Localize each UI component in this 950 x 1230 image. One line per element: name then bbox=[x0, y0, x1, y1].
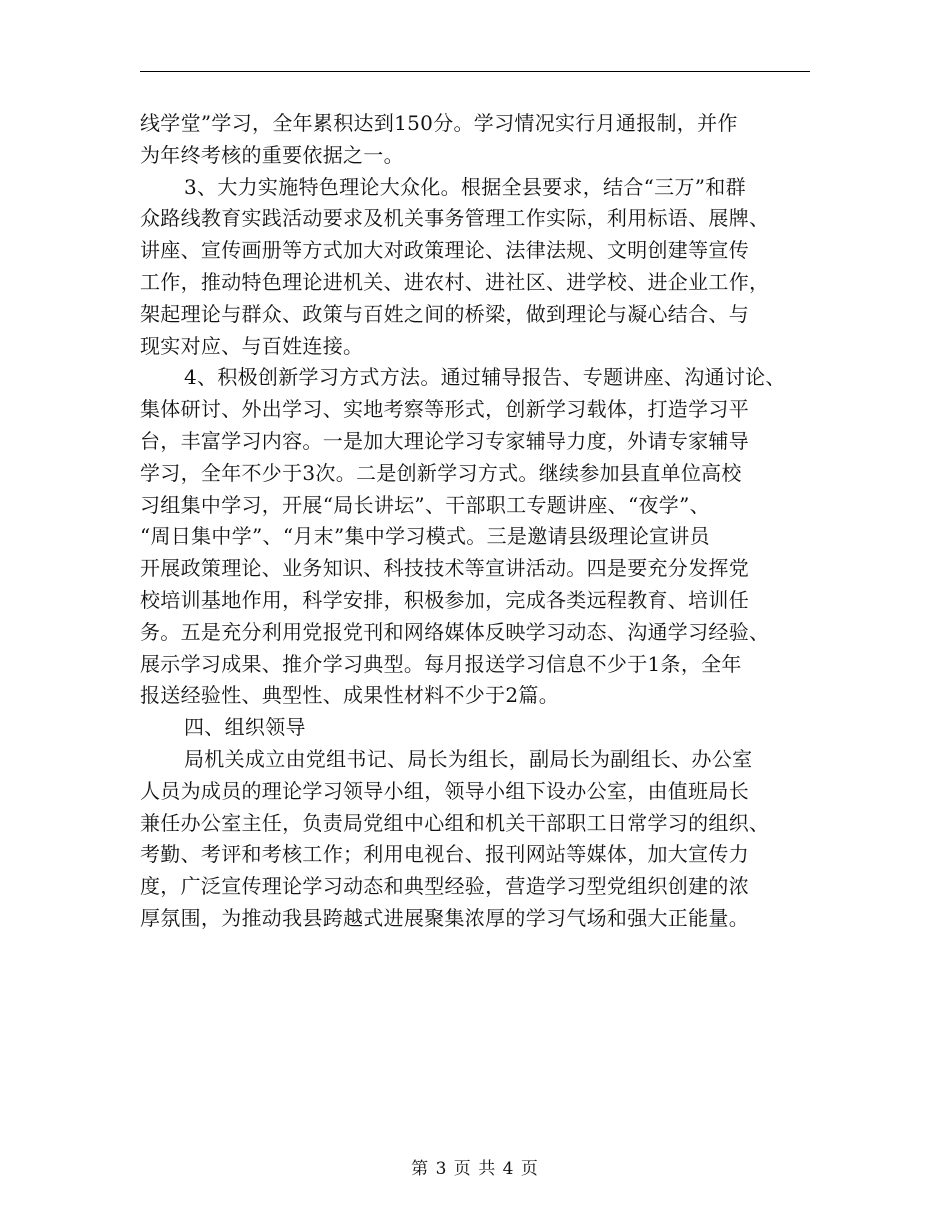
text-line: 局机关成立由党组书记、局长为组长，副局长为副组长、办公室 bbox=[184, 746, 753, 771]
text-line: 学习，全年不少于3次。二是创新学习方式。继续参加县直单位高校 bbox=[140, 460, 742, 485]
text-line: 线学堂”学习，全年累积达到150分。学习情况实行月通报制，并作 bbox=[140, 111, 738, 135]
text-line: 讲座、宣传画册等方式加大对政策理论、法律法规、文明创建等宣传 bbox=[140, 238, 749, 263]
text-line: 展示学习成果、推介学习典型。每月报送学习信息不少于1条，全年 bbox=[140, 651, 742, 676]
header-rule bbox=[140, 71, 810, 72]
text-line: 度，广泛宣传理论学习动态和典型经验，营造学习型党组织创建的浓 bbox=[140, 874, 749, 899]
text-line: 四、组织领导 bbox=[184, 715, 306, 740]
text-line: 集体研讨、外出学习、实地考察等形式，创新学习载体，打造学习平 bbox=[140, 397, 749, 422]
text-line: 考勤、考评和考核工作；利用电视台、报刊网站等媒体，加大宣传力 bbox=[140, 842, 749, 867]
text-line: 习组集中学习，开展“局长讲坛”、干部职工专题讲座、“夜学”、 bbox=[140, 492, 710, 517]
text-line: 兼任办公室主任，负责局党组中心组和机关干部职工日常学习的组织、 bbox=[140, 810, 770, 835]
text-line: 校培训基地作用，科学安排，积极参加，完成各类远程教育、培训任 bbox=[140, 587, 749, 612]
text-line: “周日集中学”、“月末”集中学习模式。三是邀请县级理论宣讲员 bbox=[140, 524, 710, 549]
text-line: 务。五是充分利用党报党刊和网络媒体反映学习动态、沟通学习经验、 bbox=[140, 619, 770, 644]
text-line: 4、积极创新学习方式方法。通过辅导报告、专题讲座、沟通讨论、 bbox=[184, 365, 786, 390]
text-line: 台，丰富学习内容。一是加大理论学习专家辅导力度，外请专家辅导 bbox=[140, 428, 749, 453]
page-footer: 第 3 页 共 4 页 bbox=[411, 1159, 539, 1179]
text-line: 人员为成员的理论学习领导小组，领导小组下设办公室，由值班局长 bbox=[140, 778, 749, 803]
text-line: 开展政策理论、业务知识、科技技术等宣讲活动。四是要充分发挥党 bbox=[140, 556, 749, 581]
text-line: 厚氛围，为推动我县跨越式进展聚集浓厚的学习气场和强大正能量。 bbox=[140, 905, 749, 930]
text-line: 为年终考核的重要依据之一。 bbox=[140, 142, 404, 167]
text-line: 报送经验性、典型性、成果性材料不少于2篇。 bbox=[140, 683, 560, 708]
text-line: 架起理论与群众、政策与百姓之间的桥梁，做到理论与凝心结合、与 bbox=[140, 301, 749, 326]
document-body bbox=[140, 108, 830, 935]
text-line: 众路线教育实践活动要求及机关事务管理工作实际，利用标语、展牌、 bbox=[140, 206, 770, 231]
text-line: 现实对应、与百姓连接。 bbox=[140, 333, 364, 358]
text-line: 工作，推动特色理论进机关、进农村、进社区、进学校、进企业工作， bbox=[140, 269, 770, 294]
text-line: 3、大力实施特色理论大众化。根据全县要求，结合“三万”和群 bbox=[184, 174, 746, 199]
